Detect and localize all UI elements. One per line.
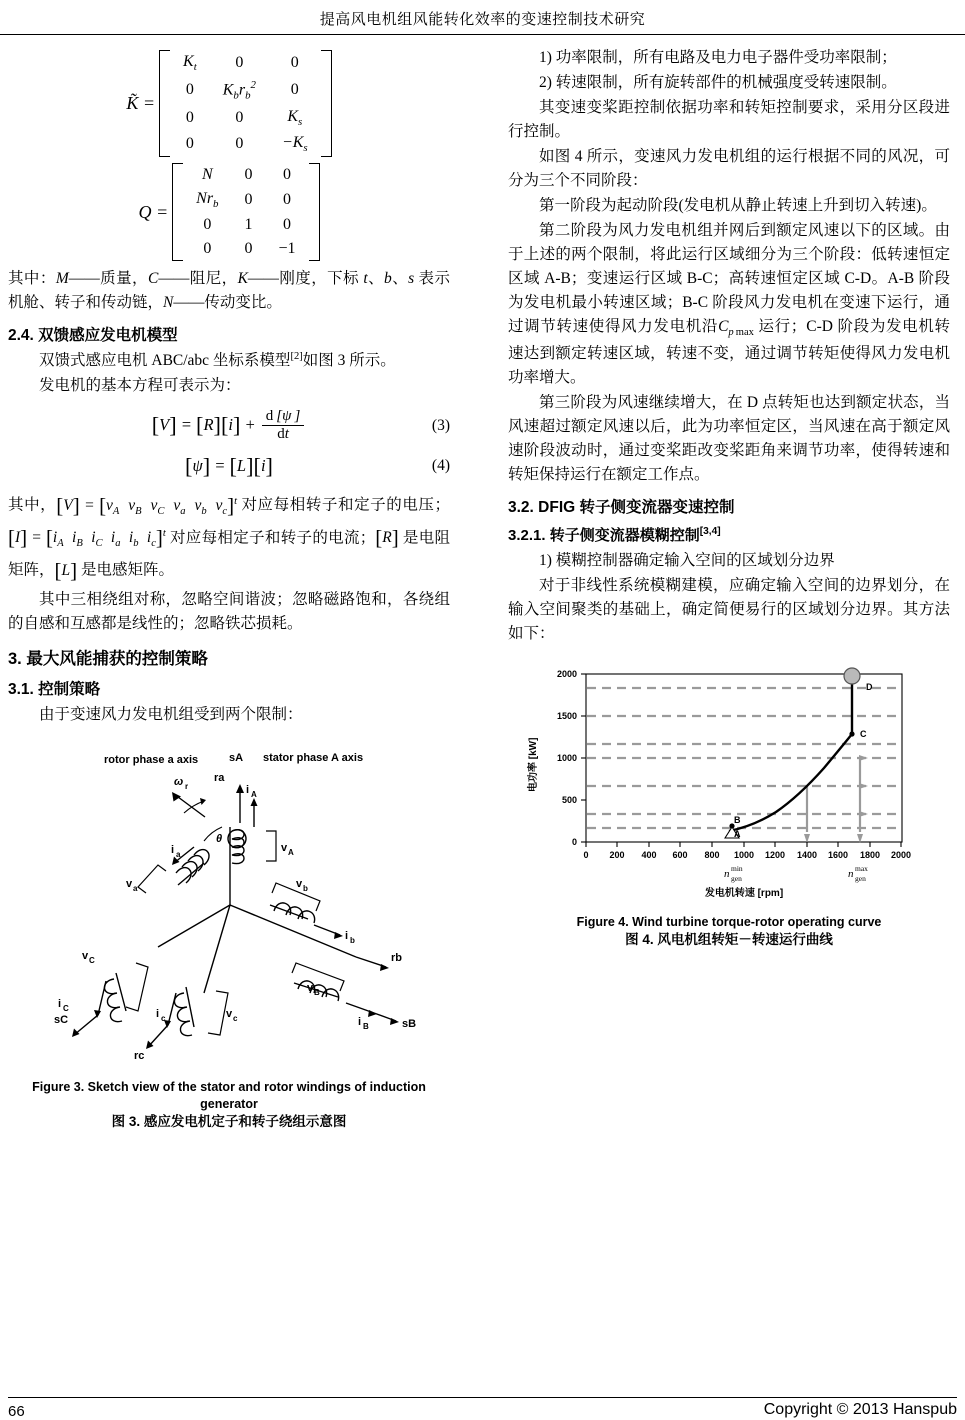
y-axis-title: 电功率 [kW]	[528, 737, 539, 792]
bracket-left	[172, 163, 183, 261]
svg-text:600: 600	[672, 849, 688, 860]
figure-4-caption-en: Figure 4. Wind turbine torque-rotor operating curve	[576, 914, 882, 929]
svg-text:1500: 1500	[556, 710, 577, 721]
label-vB-sub: B	[314, 987, 320, 997]
figure-4-caption-cn: 图 4. 风电机组转矩－转速运行曲线	[625, 931, 833, 947]
label-sB: sB	[402, 1017, 417, 1030]
matrix-K-body	[170, 50, 321, 157]
section-3-2-heading: 3.2. DFIG 转子侧变流器变速控制	[508, 498, 735, 516]
label-iC-sub: C	[63, 1003, 69, 1013]
svg-text:0: 0	[571, 836, 577, 847]
equation-3: [V] = [R][i] + $\frac{d [\psi ]}{dt}$ (3)	[151, 408, 450, 443]
y-tick-labels	[557, 669, 577, 847]
label-iB-sub: B	[363, 1021, 369, 1031]
cell: 0	[290, 81, 299, 99]
svg-text:gen: gen	[731, 873, 742, 883]
label-ic: i	[156, 1007, 160, 1020]
label-A: A	[734, 828, 741, 839]
svg-text:2000: 2000	[890, 849, 912, 860]
label-rotor-axis: rotor phase a axis	[104, 753, 199, 766]
cell: 0	[283, 191, 291, 209]
cell: N	[201, 166, 213, 184]
figure-4	[508, 660, 950, 910]
equation-K	[8, 50, 450, 157]
cell: 0	[185, 81, 194, 99]
label-vC: v	[82, 949, 89, 962]
cell: $K_t$	[183, 53, 197, 74]
point-D-marker	[844, 668, 860, 684]
label-vA: v	[281, 841, 288, 854]
paragraph-r6: 1) 模糊控制器确定输入空间的区域划分边界	[539, 551, 835, 569]
paragraph-2-4-2: 发电机的基本方程可表示为：	[39, 377, 241, 395]
svg-text:200: 200	[609, 849, 625, 860]
label-theta: θ	[216, 832, 223, 845]
label-vc: v	[226, 1007, 233, 1020]
cell: $K_br_b^2$	[222, 79, 256, 102]
figure-3-drawing	[8, 735, 450, 1075]
y-ticks	[581, 674, 586, 842]
svg-text:800: 800	[704, 849, 720, 860]
paragraph-2-4-1: 双馈式感应电机 ABC/abc 坐标系模型[2]如图 3 所示。	[39, 351, 396, 370]
svg-text:1600: 1600	[827, 849, 849, 860]
cell: 0	[244, 166, 253, 184]
cell: −1	[278, 240, 296, 258]
label-vc-sub: c	[233, 1013, 238, 1023]
cell: 0	[235, 108, 244, 126]
label-C: C	[860, 728, 867, 739]
cell: 0	[185, 134, 194, 152]
x-axis-point-labels	[724, 864, 868, 883]
svg-text:max: max	[855, 863, 868, 873]
label-omega-sub: r	[185, 781, 189, 791]
figure-4-caption	[508, 914, 950, 949]
section-3-heading: 3. 最大风能捕获的控制策略	[8, 649, 208, 668]
bracket-right	[309, 163, 320, 261]
label-stator-axis: stator phase A axis	[263, 751, 364, 764]
svg-text:1200: 1200	[764, 849, 786, 860]
cell: 0	[283, 216, 291, 234]
section-2-4-heading: 2.4. 双馈感应发电机模型	[8, 327, 178, 345]
cell: 0	[203, 240, 212, 258]
label-vC-sub: C	[89, 955, 95, 965]
paragraph-3-1-1: 由于变速风力发电机组受到两个限制：	[39, 705, 303, 723]
bracket-left	[159, 50, 170, 157]
svg-text:0: 0	[583, 849, 589, 860]
figure-3-caption-cn: 图 3. 感应发电机定子和转子绕组示意图	[111, 1113, 347, 1129]
label-va: v	[126, 877, 133, 890]
svg-text:400: 400	[641, 849, 657, 860]
paragraph-r5: 第三阶段为风速继续增大，在 D 点转矩也达到额定状态，当风速超过额定风速以后，此为功率恒定区，当风速在高于额定风速阶段波动时，通过变桨距改变桨距角来调节功率，使得转速和转矩保持运行在额定工作点。	[508, 393, 950, 483]
label-vA-sub: A	[288, 847, 294, 857]
label-vb: v	[296, 877, 303, 890]
svg-text:2000: 2000	[556, 668, 577, 679]
fraction-dpsi-dt: $\frac{d [\psi ]}{dt}$	[262, 408, 305, 443]
label-iA: i	[246, 783, 250, 796]
figure-3	[8, 735, 450, 1075]
svg-text:1400: 1400	[796, 849, 818, 860]
cell: 0	[290, 54, 299, 72]
svg-text:gen: gen	[855, 873, 866, 883]
point-C-marker	[849, 731, 854, 736]
page-footer	[0, 1397, 965, 1420]
paragraph-r2: 如图 4 所示，变速风力发电机组的运行根据不同的风况，可分为三个不同阶段：	[508, 148, 950, 190]
cell: 0	[235, 54, 244, 72]
header-rule	[0, 34, 965, 35]
cell: 0	[235, 134, 244, 152]
label-ia-sub: a	[176, 849, 181, 859]
cell: 0	[244, 240, 253, 258]
figure-3-caption	[8, 1079, 450, 1131]
label-iB: i	[358, 1015, 362, 1028]
label-sA: sA	[229, 751, 244, 764]
paragraph-r1: 其变速变桨距控制依据功率和转矩控制要求，采用分区段进行控制。	[508, 99, 950, 141]
label-B: B	[734, 814, 741, 825]
svg-text:1800: 1800	[859, 849, 881, 860]
paragraph-r3: 第一阶段为起动阶段(发电机从静止转速上升到切入转速)。	[539, 197, 937, 215]
svg-text:1000: 1000	[733, 849, 755, 860]
bracket-right	[321, 50, 332, 157]
label-iC: i	[58, 997, 62, 1010]
cell: 0	[185, 108, 194, 126]
equation-4-number: (4)	[431, 457, 450, 475]
figure-4-chart	[508, 660, 950, 910]
label-sC: sC	[54, 1013, 69, 1026]
section-3-1-heading: 3.1. 控制策略	[8, 680, 101, 698]
cell: 1	[244, 216, 253, 234]
label-ic-sub: c	[161, 1013, 166, 1023]
cell: $K_s$	[287, 107, 303, 128]
svg-text:1000: 1000	[556, 752, 577, 763]
label-rb: rb	[391, 951, 402, 964]
page-number: 66	[8, 1403, 25, 1420]
paragraph-2-4-4: 其中三相绕组对称，忽略空间谐波；忽略磁路饱和，各绕组的自感和互感都是线性的；忽略铁芯损耗。	[8, 590, 450, 632]
label-rc: rc	[134, 1049, 145, 1062]
cell: $-K_s$	[281, 133, 308, 155]
left-column	[8, 46, 450, 1131]
equation-Q	[8, 163, 450, 261]
label-ib-sub: b	[350, 935, 355, 945]
copyright-notice: Copyright © 2013 Hanspub	[763, 1401, 957, 1418]
svg-text:n: n	[848, 867, 854, 880]
label-omega: ω	[174, 775, 184, 788]
cell: $Nr_b$	[196, 190, 219, 211]
cell: 0	[203, 216, 212, 234]
label-vb-sub: b	[303, 883, 308, 893]
paragraph-r4: 第二阶段为风力发电机组并网后到额定风速以下的区域。由于上述的两个限制，将此运行区域细分为三个阶段：低转速恒定区域 A-B；变速运行区域 B-C；高转速恒定区域 C-D。A-B 阶段为发电机最小转速区域；B-C 阶段风力发电机在变速下运行，通过调节转速使得风力发电机沿$C_p$ $_{max}$ 运行；C-D 阶段为发电机转速达到额定转速区域，转速不变，通过调节转矩使得风力发电机功率增大。	[508, 222, 950, 386]
x-axis-title: 发电机转速 [rpm]	[704, 887, 784, 899]
equation-4: [ψ] = [L][i] (4)	[185, 453, 450, 479]
label-va-sub: a	[133, 883, 138, 893]
label-ra: ra	[214, 771, 225, 784]
paragraph-r7: 对于非线性系统模糊建模，应确定输入空间的边界划分，在输入空间聚类的基础上，确定简便易行的区域划分边界。其方法如下：	[508, 576, 950, 642]
right-column	[508, 46, 950, 949]
list-item-2: 2) 转速限制，所有旋转部件的机械强度受转速限制。	[539, 74, 897, 92]
matrix-K-label: K̃ =	[126, 93, 156, 114]
running-head: 提高风电机组风能转化效率的变速控制技术研究	[319, 11, 646, 28]
figure-3-caption-en: Figure 3. Sketch view of the stator and rotor windings of induction generator	[32, 1079, 426, 1111]
footer-rule	[8, 1397, 957, 1398]
cell: 0	[283, 166, 291, 184]
label-iA-sub: A	[251, 789, 257, 799]
label-vB: v	[307, 981, 314, 994]
label-D: D	[866, 681, 873, 692]
paragraph-2-4-3: 其中，$[V] = [v_A$ $v_B$ $v_C$ $v_a$ $v_b$ $v_c]^t$ 对应每相转子和定子的电压；$[I] = [i_A$ $i_B$ $i_C$ $i_a$ $i_b$ $i_c]^t$ 对应每相定子和转子的电流；[R] 是电阻矩阵，[L] 是电感矩阵。	[8, 493, 451, 583]
matrix-Q-label: Q =	[138, 201, 169, 222]
label-ib: i	[345, 929, 349, 942]
nomenclature-paragraph: 其中：M——质量，C——阻尼，K——刚度，下标 t、b、s 表示机舱、转子和传动链，N——传动变比。	[8, 270, 450, 312]
svg-text:n: n	[724, 867, 730, 880]
x-tick-labels	[583, 850, 911, 860]
equation-3-number: (3)	[431, 416, 450, 434]
label-ia: i	[171, 843, 175, 856]
section-3-2-1-heading: 3.2.1. 转子侧变流器模糊控制[3,4]	[508, 525, 721, 544]
svg-text:min: min	[731, 863, 743, 873]
cell: 0	[244, 191, 253, 209]
list-item-1: 1) 功率限制，所有电路及电力电子器件受功率限制；	[539, 49, 897, 66]
x-ticks	[586, 842, 901, 847]
svg-text:500: 500	[561, 794, 577, 805]
matrix-Q-body	[183, 163, 308, 261]
